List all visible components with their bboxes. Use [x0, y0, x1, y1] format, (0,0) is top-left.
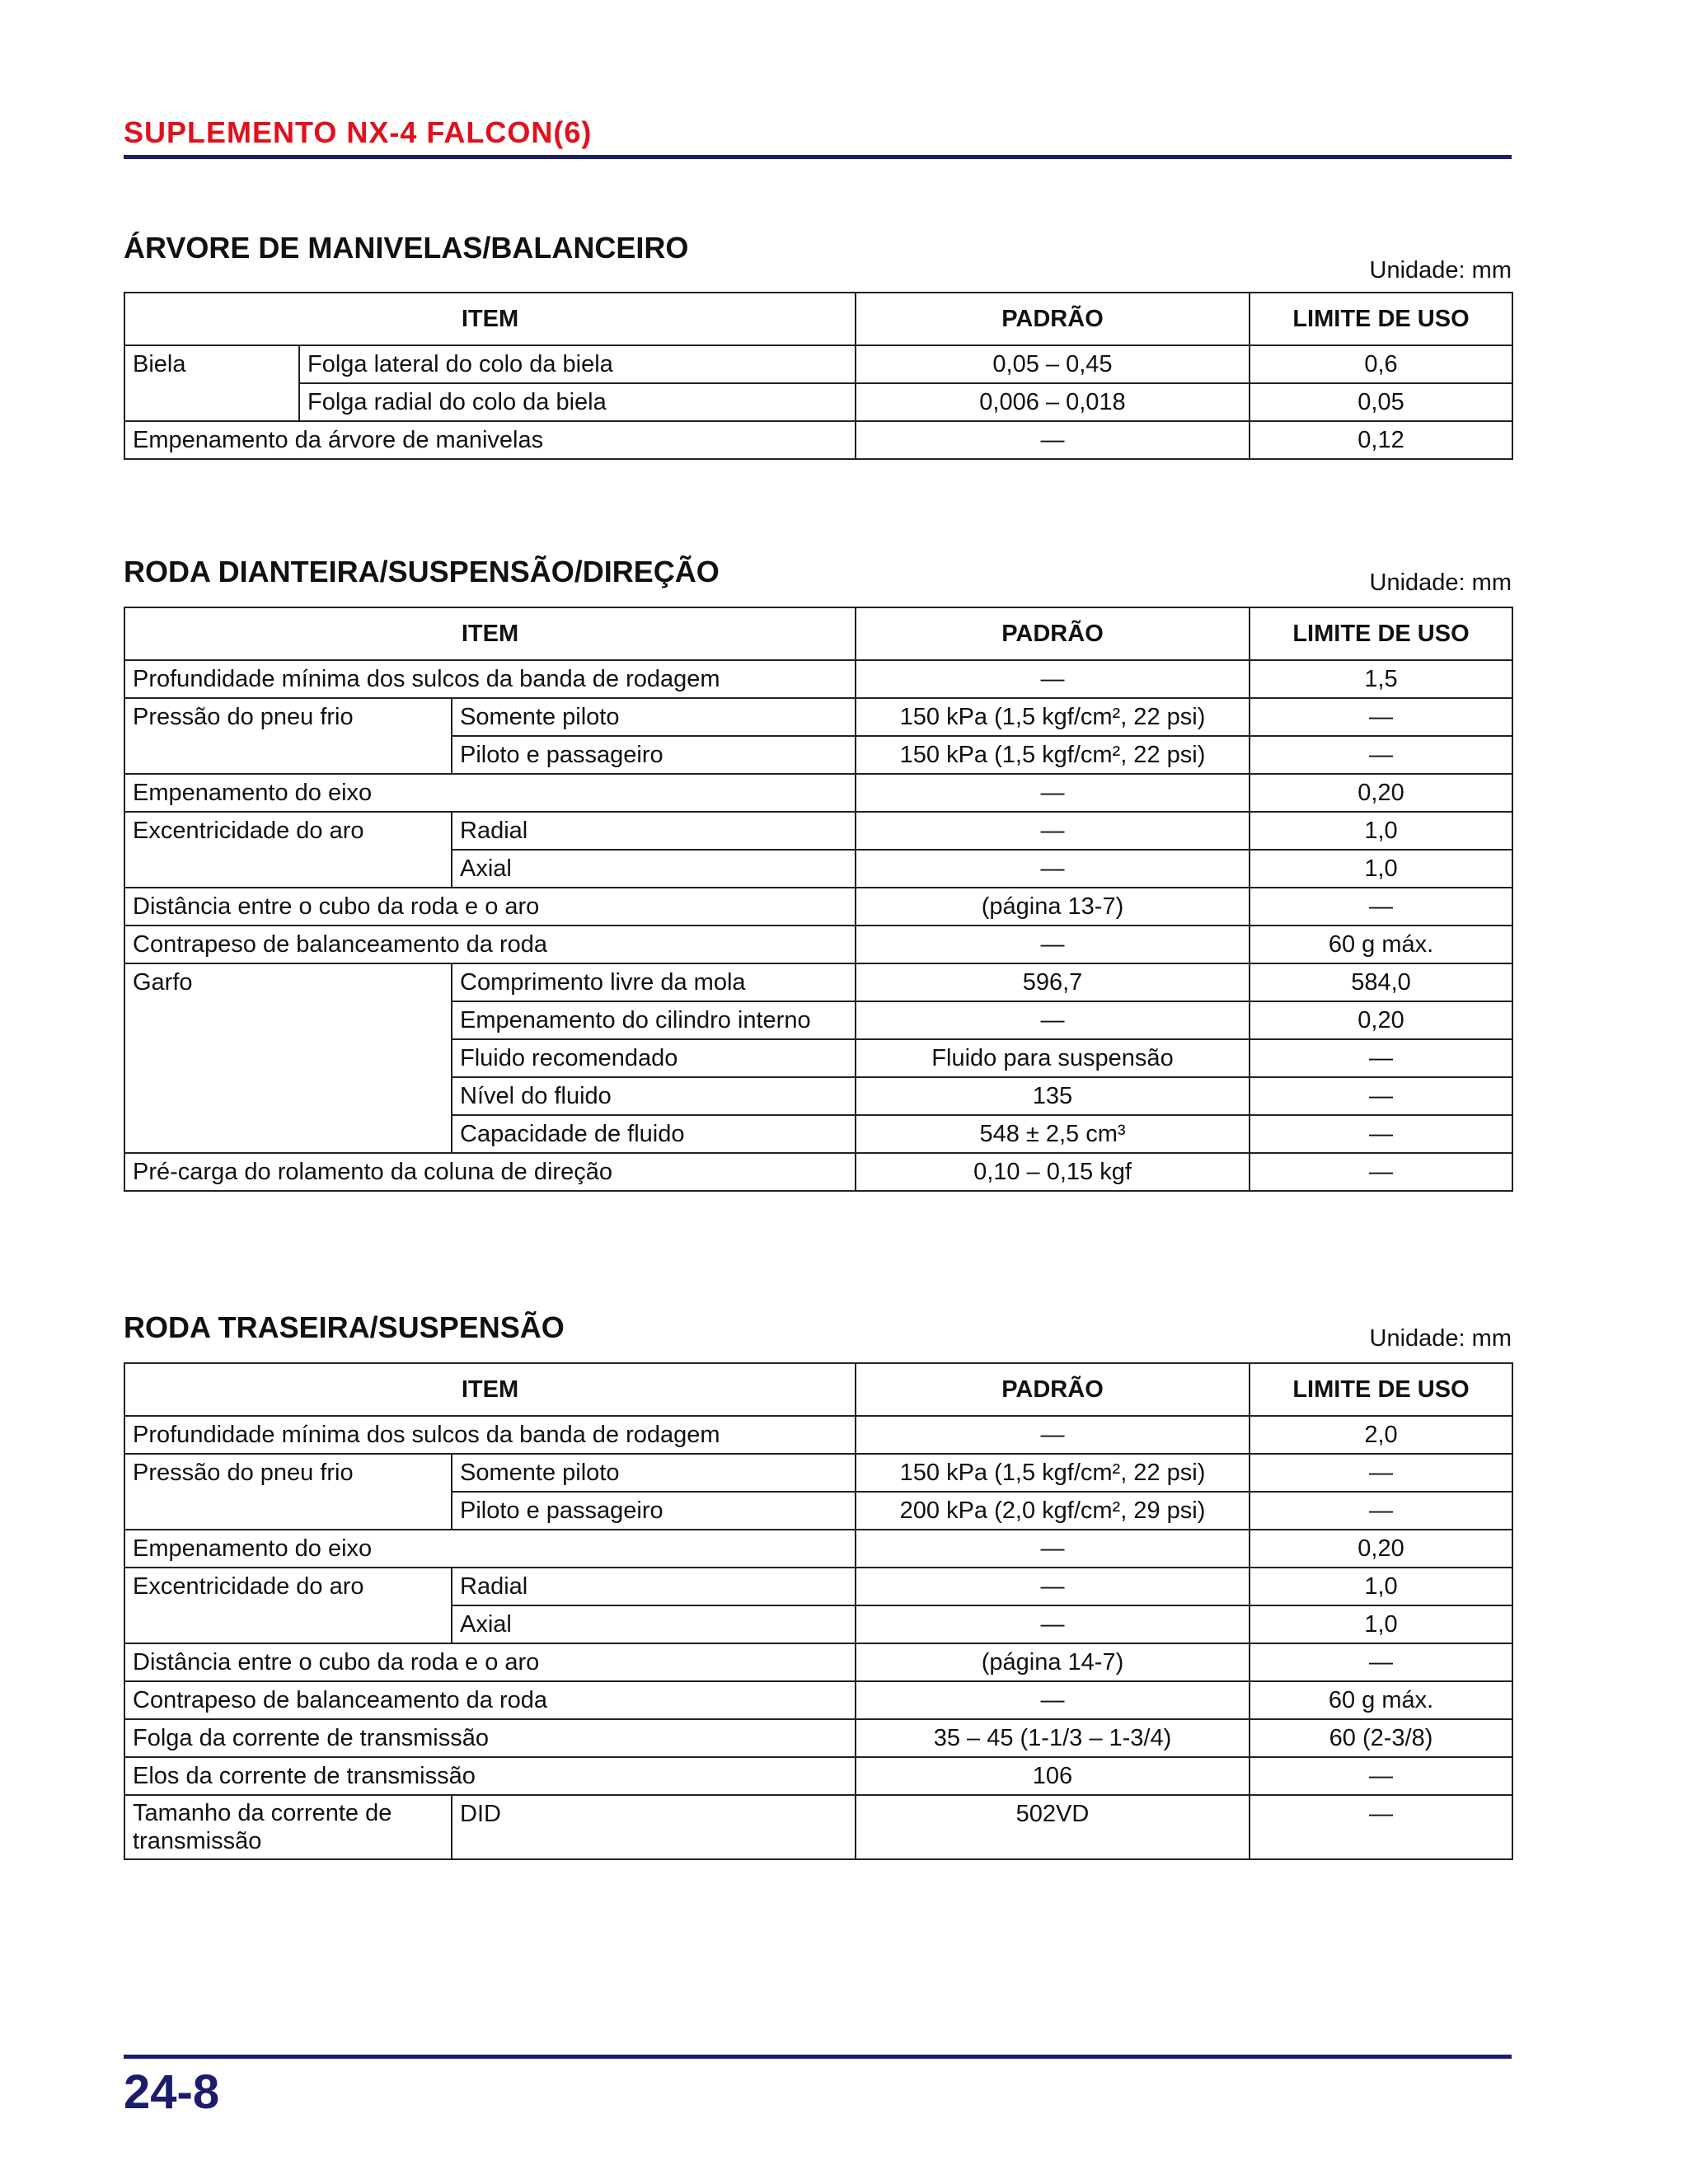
row-padrao: 0,10 – 0,15 kgf [856, 1153, 1250, 1191]
row-padrao: — [856, 1530, 1250, 1568]
row-limite: — [1250, 1077, 1512, 1115]
row-limite: — [1250, 1643, 1512, 1681]
row-item: Profundidade mínima dos sulcos da banda de rodagem [124, 1416, 856, 1454]
table-row [124, 345, 1512, 383]
table-row [124, 383, 1512, 421]
header-rule [124, 155, 1512, 159]
row-subitem: Empenamento do cilindro interno [452, 1001, 856, 1039]
row-limite: 0,20 [1250, 1530, 1512, 1568]
column-header-limite: LIMITE DE USO [1250, 293, 1512, 345]
row-limite: — [1250, 1039, 1512, 1077]
row-subitem: Capacidade de fluido [452, 1115, 856, 1153]
row-item: Distância entre o cubo da roda e o aro [124, 888, 856, 926]
table-row [124, 1416, 1512, 1454]
row-limite: 2,0 [1250, 1416, 1512, 1454]
spec-table [124, 1362, 1513, 1860]
row-padrao: 502VD [856, 1795, 1250, 1859]
row-limite: — [1250, 736, 1512, 774]
unit-label: Unidade: mm [1369, 1325, 1512, 1352]
row-padrao: 135 [856, 1077, 1250, 1115]
table-header-row [124, 293, 1512, 345]
row-limite: 0,20 [1250, 1001, 1512, 1039]
row-group-label: Excentricidade do aro [124, 812, 452, 888]
spec-table [124, 292, 1513, 460]
column-header-padrao: PADRÃO [856, 607, 1250, 660]
row-padrao: — [856, 1605, 1250, 1643]
row-item: Empenamento do eixo [124, 774, 856, 812]
row-subitem: Piloto e passageiro [452, 736, 856, 774]
row-item: Elos da corrente de transmissão [124, 1757, 856, 1795]
table-row [124, 421, 1512, 459]
row-padrao: 200 kPa (2,0 kgf/cm², 29 psi) [856, 1492, 1250, 1530]
row-limite: 1,0 [1250, 850, 1512, 888]
row-padrao: — [856, 660, 1250, 698]
row-subitem: Nível do fluido [452, 1077, 856, 1115]
row-padrao: — [856, 1416, 1250, 1454]
row-padrao: — [856, 812, 1250, 850]
row-limite: 60 g máx. [1250, 1681, 1512, 1719]
row-subitem: Axial [452, 850, 856, 888]
spec-table [124, 607, 1513, 1192]
row-padrao: Fluido para suspensão [856, 1039, 1250, 1077]
row-item: Empenamento da árvore de manivelas [124, 421, 856, 459]
row-padrao: — [856, 1681, 1250, 1719]
row-limite: 0,05 [1250, 383, 1512, 421]
table-row [124, 1719, 1512, 1757]
row-padrao: — [856, 850, 1250, 888]
row-padrao: 0,006 – 0,018 [856, 383, 1250, 421]
table-row [124, 660, 1512, 698]
row-padrao: 150 kPa (1,5 kgf/cm², 22 psi) [856, 698, 1250, 736]
section-title: ÁRVORE DE MANIVELAS/BALANCEIRO [124, 231, 689, 265]
row-subitem: Radial [452, 1568, 856, 1605]
table-row [124, 812, 1512, 850]
row-limite: — [1250, 888, 1512, 926]
row-padrao: (página 13-7) [856, 888, 1250, 926]
table-row [124, 963, 1512, 1001]
row-limite: — [1250, 1492, 1512, 1530]
table-row [124, 774, 1512, 812]
row-subitem: Folga radial do colo da biela [299, 383, 856, 421]
column-header-limite: LIMITE DE USO [1250, 1363, 1512, 1416]
row-item: Empenamento do eixo [124, 1530, 856, 1568]
row-limite: 0,6 [1250, 345, 1512, 383]
row-item: Contrapeso de balanceamento da roda [124, 926, 856, 963]
row-limite: — [1250, 1795, 1512, 1859]
column-header-padrao: PADRÃO [856, 1363, 1250, 1416]
row-limite: 60 (2-3/8) [1250, 1719, 1512, 1757]
row-limite: — [1250, 1757, 1512, 1795]
column-header-item: ITEM [124, 293, 856, 345]
table-row [124, 926, 1512, 963]
unit-label: Unidade: mm [1369, 569, 1512, 596]
column-header-item: ITEM [124, 607, 856, 660]
table-row [124, 1568, 1512, 1605]
table-row [124, 1530, 1512, 1568]
column-header-item: ITEM [124, 1363, 856, 1416]
row-limite: 1,5 [1250, 660, 1512, 698]
section-title: RODA DIANTEIRA/SUSPENSÃO/DIREÇÃO [124, 555, 720, 588]
row-item: Contrapeso de balanceamento da roda [124, 1681, 856, 1719]
row-group-label: Excentricidade do aro [124, 1568, 452, 1643]
table-header-row [124, 607, 1512, 660]
row-limite: 0,12 [1250, 421, 1512, 459]
row-padrao: 150 kPa (1,5 kgf/cm², 22 psi) [856, 736, 1250, 774]
table-row [124, 1153, 1512, 1191]
row-padrao: 0,05 – 0,45 [856, 345, 1250, 383]
row-item: Distância entre o cubo da roda e o aro [124, 1643, 856, 1681]
row-item: Folga da corrente de transmissão [124, 1719, 856, 1757]
row-limite: 1,0 [1250, 1568, 1512, 1605]
row-group-label: Garfo [124, 963, 452, 1153]
row-limite: 584,0 [1250, 963, 1512, 1001]
row-limite: 1,0 [1250, 1605, 1512, 1643]
footer-rule [124, 2055, 1512, 2059]
row-subitem: Piloto e passageiro [452, 1492, 856, 1530]
table-row [124, 1681, 1512, 1719]
row-limite: — [1250, 1153, 1512, 1191]
row-limite: — [1250, 1115, 1512, 1153]
row-group-label: Pressão do pneu frio [124, 1454, 452, 1530]
page-header-title: SUPLEMENTO NX-4 FALCON(6) [124, 115, 593, 149]
table-row [124, 1757, 1512, 1795]
row-subitem: DID [452, 1795, 856, 1859]
row-subitem: Somente piloto [452, 1454, 856, 1492]
row-group-label: Biela [124, 345, 299, 421]
row-limite: — [1250, 1454, 1512, 1492]
row-limite: — [1250, 698, 1512, 736]
row-item: Pré-carga do rolamento da coluna de direção [124, 1153, 856, 1191]
table-row [124, 698, 1512, 736]
row-subitem: Folga lateral do colo da biela [299, 345, 856, 383]
page-number: 24-8 [124, 2065, 220, 2119]
column-header-limite: LIMITE DE USO [1250, 607, 1512, 660]
section-title: RODA TRASEIRA/SUSPENSÃO [124, 1310, 565, 1344]
row-padrao: (página 14-7) [856, 1643, 1250, 1681]
table-row [124, 1795, 1512, 1859]
row-limite: 60 g máx. [1250, 926, 1512, 963]
column-header-padrao: PADRÃO [856, 293, 1250, 345]
row-item: Profundidade mínima dos sulcos da banda de rodagem [124, 660, 856, 698]
row-subitem: Axial [452, 1605, 856, 1643]
row-subitem: Somente piloto [452, 698, 856, 736]
table-row [124, 1454, 1512, 1492]
row-subitem: Comprimento livre da mola [452, 963, 856, 1001]
row-padrao: 150 kPa (1,5 kgf/cm², 22 psi) [856, 1454, 1250, 1492]
row-padrao: — [856, 926, 1250, 963]
row-padrao: — [856, 421, 1250, 459]
row-group-label: Pressão do pneu frio [124, 698, 452, 774]
row-padrao: — [856, 1001, 1250, 1039]
row-subitem: Fluido recomendado [452, 1039, 856, 1077]
row-padrao: 106 [856, 1757, 1250, 1795]
unit-label: Unidade: mm [1369, 257, 1512, 284]
table-row [124, 1643, 1512, 1681]
row-subitem: Radial [452, 812, 856, 850]
table-header-row [124, 1363, 1512, 1416]
row-limite: 1,0 [1250, 812, 1512, 850]
table-row [124, 888, 1512, 926]
row-padrao: 548 ± 2,5 cm³ [856, 1115, 1250, 1153]
row-padrao: — [856, 1568, 1250, 1605]
row-limite: 0,20 [1250, 774, 1512, 812]
row-padrao: 596,7 [856, 963, 1250, 1001]
row-group-label: Tamanho da corrente de transmissão [124, 1795, 452, 1859]
row-padrao: — [856, 774, 1250, 812]
row-padrao: 35 – 45 (1-1/3 – 1-3/4) [856, 1719, 1250, 1757]
